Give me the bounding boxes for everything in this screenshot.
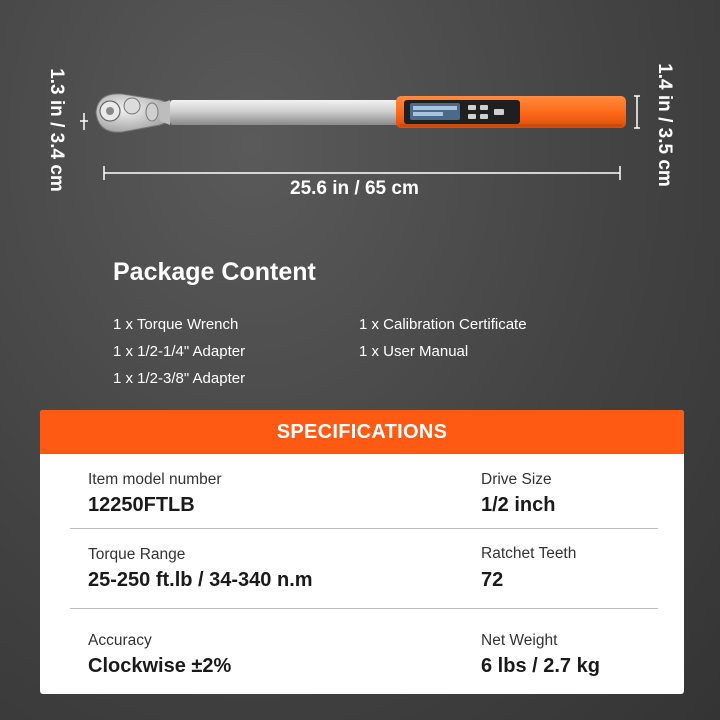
spec-value-ratchet-teeth: 72	[481, 569, 504, 591]
specifications-header: SPECIFICATIONS	[40, 410, 684, 454]
height-dimension-left: 1.3 in / 3.4 cm	[46, 68, 67, 192]
spec-label-accuracy: Accuracy	[88, 632, 152, 649]
spec-label-torque-range: Torque Range	[88, 546, 186, 563]
height-marker-left	[80, 113, 88, 130]
spec-value-torque-range: 25-250 ft.lb / 34-340 n.m	[88, 569, 313, 591]
wrench-shaft	[170, 100, 400, 125]
spec-value-net-weight: 6 lbs / 2.7 kg	[481, 655, 600, 677]
length-marker	[104, 166, 620, 180]
wrench-handle	[396, 96, 626, 128]
package-content-title: Package Content	[113, 258, 316, 286]
spec-divider	[70, 528, 658, 529]
package-item-adapter-1-4: 1 x 1/2-1/4" Adapter	[113, 343, 246, 360]
package-item-torque-wrench: 1 x Torque Wrench	[113, 316, 239, 333]
specifications-card	[40, 410, 684, 694]
torque-wrench-image	[0, 0, 720, 200]
package-item-calibration-certificate: 1 x Calibration Certificate	[359, 316, 527, 333]
height-marker-right	[634, 96, 640, 128]
spec-value-model: 12250FTLB	[88, 494, 195, 516]
spec-label-model: Item model number	[88, 471, 222, 488]
spec-value-drive-size: 1/2 inch	[481, 494, 556, 516]
spec-label-ratchet-teeth: Ratchet Teeth	[481, 545, 577, 562]
spec-value-accuracy: Clockwise ±2%	[88, 655, 232, 677]
spec-label-drive-size: Drive Size	[481, 471, 552, 488]
package-item-user-manual: 1 x User Manual	[359, 343, 469, 360]
spec-divider	[70, 608, 658, 609]
length-dimension: 25.6 in / 65 cm	[290, 178, 419, 199]
spec-label-net-weight: Net Weight	[481, 632, 558, 649]
height-dimension-right: 1.4 in / 3.5 cm	[654, 63, 675, 187]
package-item-adapter-3-8: 1 x 1/2-3/8" Adapter	[113, 370, 246, 387]
